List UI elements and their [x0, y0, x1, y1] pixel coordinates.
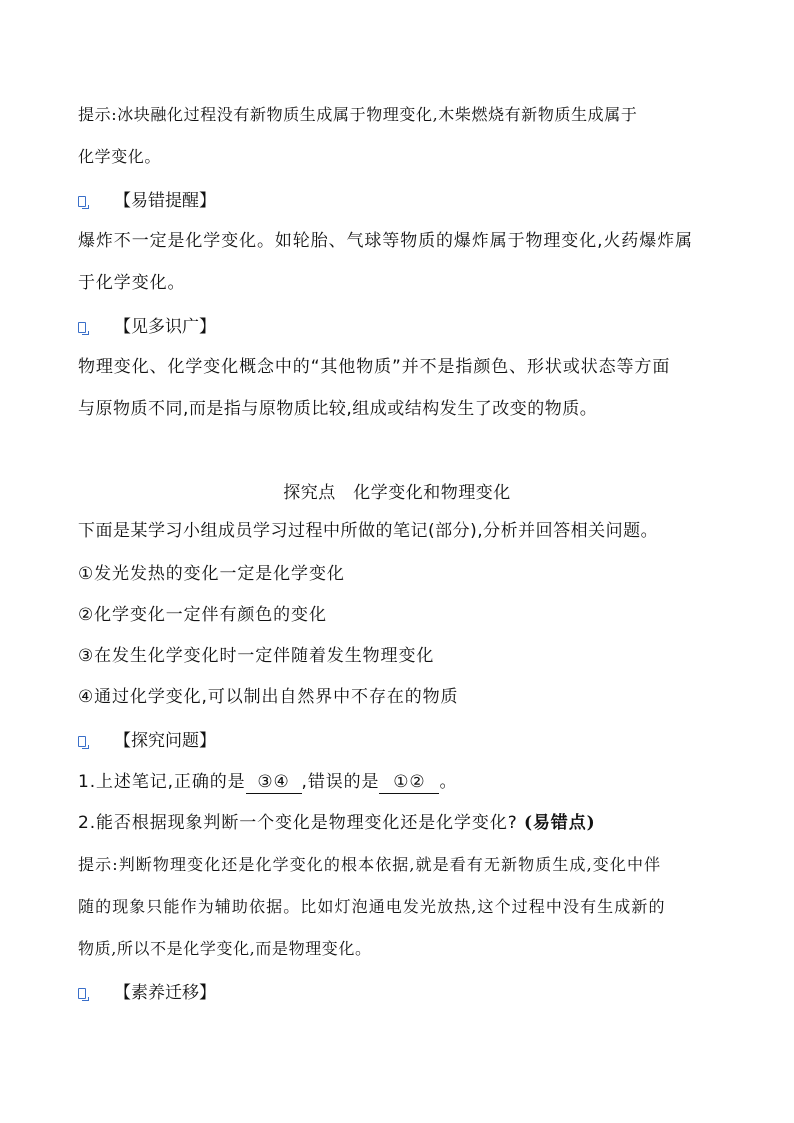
- knowledge-text-line: 物理变化、化学变化概念中的“其他物质”并不是指颜色、形状或状态等方面: [78, 357, 671, 377]
- section-heading-label: 【见多识广】: [114, 316, 216, 337]
- question-1: [78, 771, 728, 794]
- bookmark-icon: [78, 322, 86, 333]
- mistake-text-line: 于化学变化。: [78, 273, 186, 293]
- hint-line: 提示:判断物理变化还是化学变化的根本依据,就是看有无新物质生成,变化中伴: [78, 855, 662, 874]
- hint-line: 物质,所以不是化学变化,而是物理变化。: [78, 939, 372, 958]
- mistake-heading: [78, 186, 216, 210]
- question-2-text: 2.能否根据现象判断一个变化是物理变化还是化学变化?: [78, 813, 518, 833]
- note-item: ①发光发热的变化一定是化学变化: [78, 564, 345, 584]
- section-heading-label: 【探究问题】: [114, 730, 216, 751]
- hint-line: 提示:冰块融化过程没有新物质生成属于物理变化,木柴燃烧有新物质生成属于: [78, 105, 638, 124]
- mistake-text-line: 爆炸不一定是化学变化。如轮胎、气球等物质的爆炸属于物理变化,火药爆炸属: [78, 231, 693, 251]
- note-item: ③在发生化学变化时一定伴随着发生物理变化: [78, 646, 435, 666]
- transfer-heading: [78, 978, 216, 1002]
- question-1-suffix: 。: [439, 772, 458, 792]
- bookmark-icon: [78, 196, 86, 207]
- bookmark-icon: [78, 988, 86, 999]
- hint-line: 化学变化。: [78, 147, 162, 166]
- error-prone-tag: (易错点): [523, 813, 596, 833]
- question-2: [78, 812, 728, 834]
- answer-blank-wrong: ①②: [379, 771, 439, 794]
- explore-title: 探究点 化学变化和物理变化: [283, 483, 511, 503]
- question-1-prefix: 1.上述笔记,正确的是: [78, 772, 246, 792]
- section-heading-label: 【易错提醒】: [114, 190, 216, 211]
- explore-intro: 下面是某学习小组成员学习过程中所做的笔记(部分),分析并回答相关问题。: [78, 521, 659, 541]
- hint-line: 随的现象只能作为辅助依据。比如灯泡通电发光放热,这个过程中没有生成新的: [78, 897, 666, 916]
- note-item: ④通过化学变化,可以制出自然界中不存在的物质: [78, 687, 459, 707]
- knowledge-text-line: 与原物质不同,而是指与原物质比较,组成或结构发生了改变的物质。: [78, 399, 598, 419]
- bookmark-icon: [78, 736, 86, 747]
- section-heading-label: 【素养迁移】: [114, 982, 216, 1003]
- knowledge-heading: [78, 312, 216, 336]
- note-item: ②化学变化一定伴有颜色的变化: [78, 605, 327, 625]
- answer-blank-correct: ③④: [246, 771, 302, 794]
- questions-heading: [78, 726, 216, 750]
- question-1-middle: ,错误的是: [301, 772, 380, 792]
